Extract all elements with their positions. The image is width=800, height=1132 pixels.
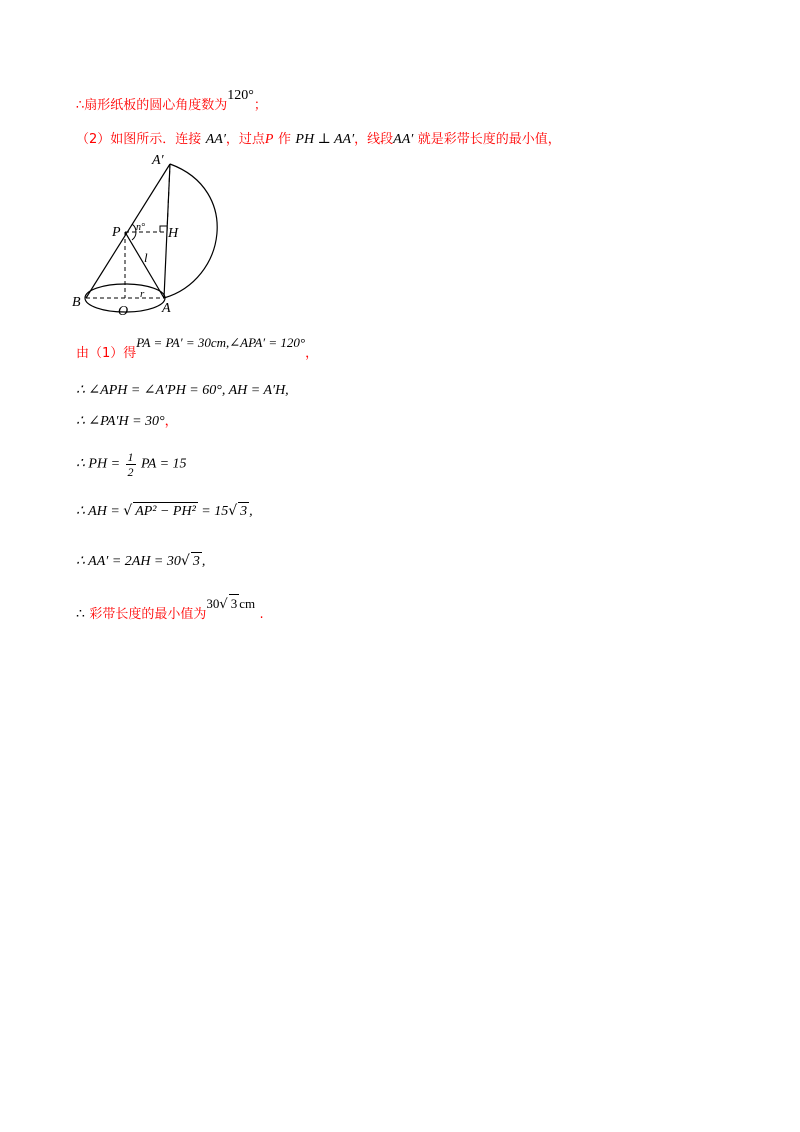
part2-mid2: 作: [277, 132, 291, 147]
part2-mid1: ，过点: [225, 132, 265, 147]
line-from-part1: [76, 335, 319, 363]
conclusion-text: 彩带长度的最小值为: [89, 607, 207, 622]
label-b: B: [72, 295, 81, 310]
line-aa-prime-value: [76, 552, 205, 571]
point-p: P: [264, 132, 274, 147]
label-n-degrees: n°: [136, 222, 145, 233]
label-p: P: [112, 225, 121, 240]
fraction-one-half: [126, 450, 136, 479]
label-r: r: [140, 288, 145, 300]
sqrt-sign: √: [180, 553, 190, 569]
ah-lhs: ∴ AH =: [76, 504, 120, 519]
part2-suffix: 就是彩带长度的最小值，: [417, 132, 561, 147]
ph-lhs: ∴ PH =: [76, 456, 121, 472]
segment-aa-prime-1: AA′: [205, 132, 226, 147]
line-part2-intro: [76, 130, 561, 149]
central-angle-tail: ；: [253, 98, 267, 113]
right-angle-mark: [160, 226, 167, 232]
cone-left-edge: [86, 164, 170, 298]
conclusion-value: 30√ 3 cm: [206, 596, 256, 612]
aa-lhs: ∴ AA′ = 2AH = 30: [76, 554, 181, 569]
angle-30-tail: ，: [164, 414, 178, 429]
from-part1-prefix: 由（1）得: [76, 346, 137, 361]
from-part1-tail: ，: [305, 346, 319, 361]
sqrt-3: 3: [192, 554, 200, 569]
central-angle-text: ∴扇形纸板的圆心角度数为: [76, 98, 228, 113]
sqrt-sign: √: [228, 503, 238, 519]
ph-rhs: PA = 15: [141, 456, 187, 472]
perpendicular-statement: PH ⊥ AA′: [295, 132, 355, 147]
label-l: l: [144, 250, 148, 265]
line-ah-value: [76, 502, 253, 521]
part2-mid3: ，线段: [354, 132, 394, 147]
sqrt-sign: √: [123, 503, 133, 519]
radicand: AP² − PH²: [135, 504, 196, 519]
sqrt-3: 3: [240, 504, 248, 519]
line-angle-aph: ∴ ∠APH = ∠A′PH = 60°, AH = A′H,: [76, 383, 289, 398]
ah-tail: ,: [249, 504, 253, 519]
formula-pa-equal: PA = PA′ = 30cm,∠APA′ = 120°: [136, 335, 306, 350]
line-conclusion: [76, 596, 264, 624]
ah-mid: = 15: [201, 504, 229, 519]
unit-cm: cm: [239, 596, 256, 611]
conclusion-tail: .: [259, 607, 264, 622]
label-a-prime: A′: [152, 153, 164, 168]
formula-angle-30: ∴ ∠PA′H = 30°: [76, 414, 165, 429]
cone-figure: [66, 150, 226, 322]
label-o: O: [118, 304, 129, 319]
therefore-symbol: ∴: [76, 607, 85, 622]
line-central-angle: [76, 88, 267, 115]
label-a: A: [162, 301, 171, 316]
sqrt-3: 3: [230, 596, 238, 611]
aa-tail: ,: [201, 554, 206, 569]
label-h: H: [168, 226, 179, 241]
fraction-numerator: 1: [127, 450, 134, 464]
line-angle-pah: [76, 412, 178, 431]
central-angle-value: 120°: [227, 88, 254, 103]
line-ph-value: [76, 450, 187, 479]
segment-aa-prime-2: AA′: [393, 132, 414, 147]
part2-prefix: （2）如图所示．连接: [76, 132, 202, 147]
fraction-denominator: 2: [127, 465, 134, 479]
segment-pa: [125, 232, 164, 298]
